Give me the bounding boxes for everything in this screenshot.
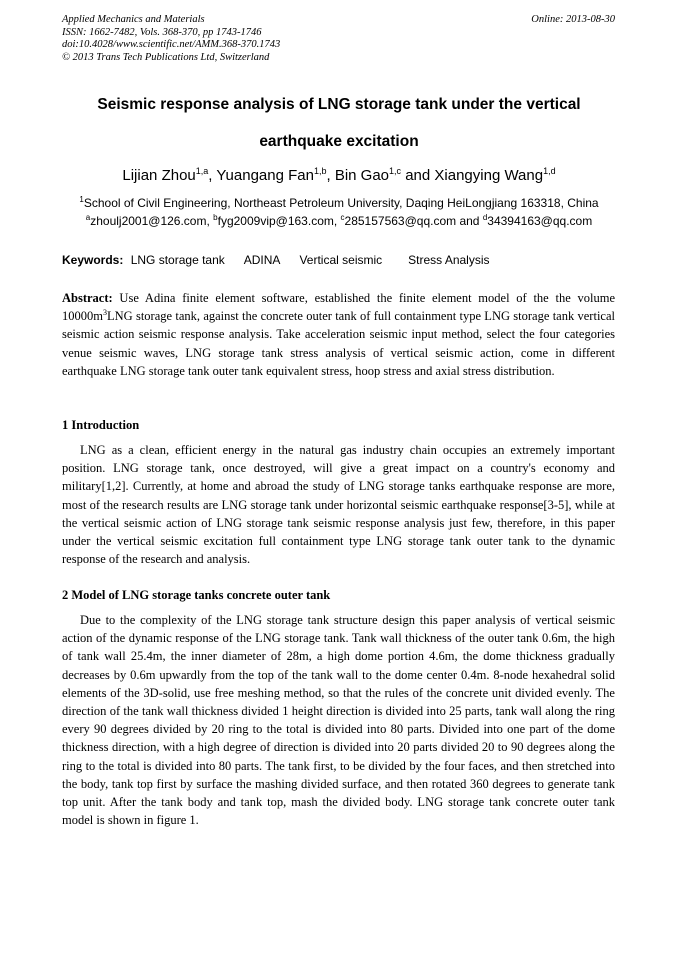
author-affiliation-mark: 1,b (313, 166, 327, 176)
journal-doi: doi:10.4028/www.scientific.net/AMM.368-370.1743 (62, 39, 281, 50)
abstract-label: Abstract: (62, 291, 113, 305)
paper-title-line-2: earthquake excitation (259, 133, 419, 150)
affiliation-mark: 1 (79, 195, 84, 204)
abstract-text-pre: Use Adina finite element software, established the finite element model of the the volume 10000m (62, 291, 615, 324)
author-name: Bin Gao (334, 167, 390, 184)
email-a: zhoulj2001@126.com, (90, 214, 214, 228)
superscript: 3 (102, 308, 107, 318)
author-list (62, 166, 616, 186)
keyword: Vertical seismic (299, 253, 383, 267)
affiliation (62, 194, 616, 212)
author-name: Xiangying Wang (434, 167, 544, 184)
abstract (62, 289, 615, 380)
email-mark: d (482, 213, 488, 222)
email-mark: c (340, 213, 345, 222)
journal-name: Applied Mechanics and Materials (62, 14, 205, 25)
journal-metadata (62, 14, 280, 64)
keywords-line (62, 252, 490, 268)
section-model-body (62, 611, 615, 829)
email-mark: b (213, 213, 218, 222)
author-affiliation-mark: 1,c (389, 166, 402, 176)
keywords-label: Keywords: (62, 253, 124, 267)
author-separator: and (401, 167, 435, 184)
paper-title-line-1: Seismic response analysis of LNG storage tank under the vertical (97, 96, 581, 113)
author-emails (62, 212, 616, 230)
section-heading-introduction: 1 Introduction (62, 418, 140, 432)
paper-title (62, 86, 616, 160)
online-date: Online: 2013-08-30 (531, 14, 615, 25)
section-heading-model: 2 Model of LNG storage tanks concrete outer tank (62, 588, 331, 602)
email-d: 34394163@qq.com (487, 214, 593, 228)
keyword: ADINA (243, 253, 281, 267)
email-b: fyg2009vip@163.com, (217, 214, 341, 228)
affiliation-text: School of Civil Engineering, Northeast Petroleum University, Daqing HeiLongjiang 163318, China (83, 196, 599, 210)
journal-issn: ISSN: 1662-7482, Vols. 368-370, pp 1743-1746 (62, 26, 262, 38)
keyword: Stress Analysis (408, 253, 490, 267)
section-introduction-body (62, 441, 615, 568)
author-name: Yuangang Fan (216, 167, 314, 184)
author-affiliation-mark: 1,a (195, 166, 209, 176)
author-affiliation-mark: 1,d (543, 166, 556, 176)
keyword: LNG storage tank (130, 253, 225, 267)
abstract-paragraph (62, 289, 615, 380)
paragraph: LNG as a clean, efficient energy in the natural gas industry chain occupies an extremely important position. LNG storage tank, once destroyed, will give a great impact on a country's economy and military[1,2]. Currently, at home and abroad the study of LNG storage tanks earthquake response are more, most of the research results are LNG storage tank under horizontal seismic earthquake response[3-5], while at the vertical seismic action of LNG storage tank seismic response analysis just few, therefore, in this paper under the vertical seismic excitation full containment type LNG storage tank outer tank to the dynamic response of the research and analysis. (62, 443, 615, 567)
journal-copyright: © 2013 Trans Tech Publications Ltd, Switzerland (62, 51, 270, 63)
abstract-text-post: LNG storage tank, against the concrete outer tank of full containment type LNG storage tank vertical seismic action seismic response analysis. Take acceleration seismic input method, select the four categories venue seismic waves, LNG storage tank stress analysis of vertical seismic action, come in different earthquake LNG storage tank outer tank equivalent stress, hoop stress and axial stress distribution. (62, 309, 615, 378)
author-separator: , (326, 167, 335, 184)
email-mark: a (85, 213, 91, 222)
email-c: 285157563@qq.com and (344, 214, 483, 228)
author-name: Lijian Zhou (122, 167, 196, 184)
affiliation-block (62, 194, 616, 230)
paragraph: Due to the complexity of the LNG storage tank structure design this paper analysis of vertical seismic action of the dynamic response of the LNG storage tank. Tank wall thickness of the outer tank 0.6m, the high of tank wall 25.4m, the inner diameter of 28m, a high dome portion 4.6m, the dome thickness gradually decreases by 0.6m upwardly from the top of the tank wall to the dome center 0.4m. 8-node hexahedral solid elements of the 3D-solid, use free meshing method, so that the rules of the concrete unit divided evenly. The direction of the tank wall thickness divided 1 height direction is divided into 25 parts, tank wall along the ring every 90 degrees divided by 20 ring to the total is divided into 80 parts. Divided into one part of the dome thickness direction, with a high degree of direction is divided into 20 parts divided 20 to 90 degrees along the ring to the total is divided into 80 parts. The tank first, to be divided by the four faces, and then stretched into the body, tank top first by surface the mashing divided surface, and then rotated 360 degrees to generate tank top unit. After the tank body and tank top, mash the divided body. LNG storage tank concrete outer tank model is shown in figure 1. (62, 613, 615, 828)
author-separator: , (208, 167, 217, 184)
